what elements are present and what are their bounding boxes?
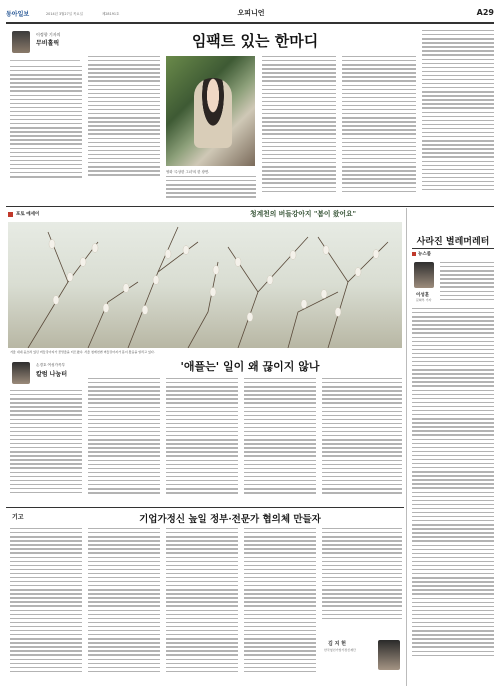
sidebar-author: 이성훈 — [416, 293, 430, 298]
pussy-willow-branches — [8, 222, 402, 348]
column2-text-a — [10, 390, 82, 502]
still-figure — [194, 78, 232, 148]
column3-headline: 기업가정신 높일 정부·전문가 협의체 만들자 — [139, 514, 321, 525]
issue-number: 제28191호 — [102, 12, 120, 16]
sidebar-author-role: 문화부 기자 — [416, 298, 432, 302]
page-number: A29 — [476, 8, 494, 17]
column1-text-c — [166, 176, 256, 200]
column1-text-b — [88, 56, 160, 184]
photo-tag-label: 포토 에세이 — [16, 212, 40, 217]
column2-label: 칼럼 나눔터 — [36, 371, 68, 378]
paper-name: 동아일보 — [6, 11, 30, 18]
column3-text-a — [10, 528, 82, 683]
column2-text-b — [88, 378, 160, 502]
photo-essay-caption: 겨울 내내 움츠려 있던 버들강아지가 꽃망울을 터뜨렸다. 서울 청계천변 버들강아지가 봄이 왔음을 알리고 있다. — [10, 350, 155, 354]
column2-portrait — [12, 362, 30, 384]
issue-date: 2014년 3월27일 목요일 — [46, 12, 83, 16]
column2-headline: '애플는' 일이 왜 끊이지 않나 — [180, 360, 320, 373]
column1-text-f — [422, 30, 494, 201]
column3-author-org: 한국청년기업가정신재단 — [324, 648, 356, 652]
column2-text-c — [166, 378, 238, 502]
sidebar-title-rule — [412, 248, 494, 249]
column3-text-b — [88, 528, 160, 683]
sidebar-portrait — [414, 262, 434, 288]
sidebar-text-top — [440, 262, 494, 306]
sidebar-title: 사라진 별레머레터 — [416, 237, 490, 247]
column3-text-d — [244, 528, 316, 683]
masthead-rule — [6, 22, 494, 24]
column3-text-e — [322, 528, 402, 628]
column-kicker: 이정향 기자의 — [36, 32, 61, 37]
section-name: 오피니언 — [237, 9, 265, 17]
column3-portrait — [378, 640, 400, 670]
movie-still-caption: 영화 '수상한 그녀'의 한 장면. — [166, 170, 210, 174]
photo-tag-marker — [8, 212, 13, 217]
column3-label: 기고 — [12, 514, 24, 521]
column2-author: 손경호 여성가족부 — [36, 363, 65, 367]
column3-author-name: 김 지 헌 — [328, 641, 346, 647]
photo-essay-title: 청계천의 버들강아지 "봄이 왔어요" — [250, 210, 357, 218]
photo-essay-image — [8, 222, 402, 348]
movie-still-photo — [166, 56, 255, 166]
column2-text-e — [322, 378, 402, 502]
sidebar-text-body — [412, 308, 494, 686]
sidebar-tag-marker — [412, 252, 416, 256]
column2-text-d — [244, 378, 316, 502]
column-rule — [10, 60, 80, 61]
sidebar-tag-label: 뉴스룸 — [418, 252, 432, 257]
section-divider-2 — [6, 507, 404, 508]
column1-text-d — [262, 56, 336, 201]
sidebar-divider — [406, 208, 407, 686]
masthead — [6, 8, 494, 20]
column-name: 무비홀릭 — [36, 40, 60, 47]
column-headline: 임팩트 있는 한마디 — [191, 32, 319, 50]
columnist-portrait — [12, 31, 30, 53]
column3-text-c — [166, 528, 238, 683]
column1-text-e — [342, 56, 416, 201]
column1-text-a — [10, 66, 82, 184]
